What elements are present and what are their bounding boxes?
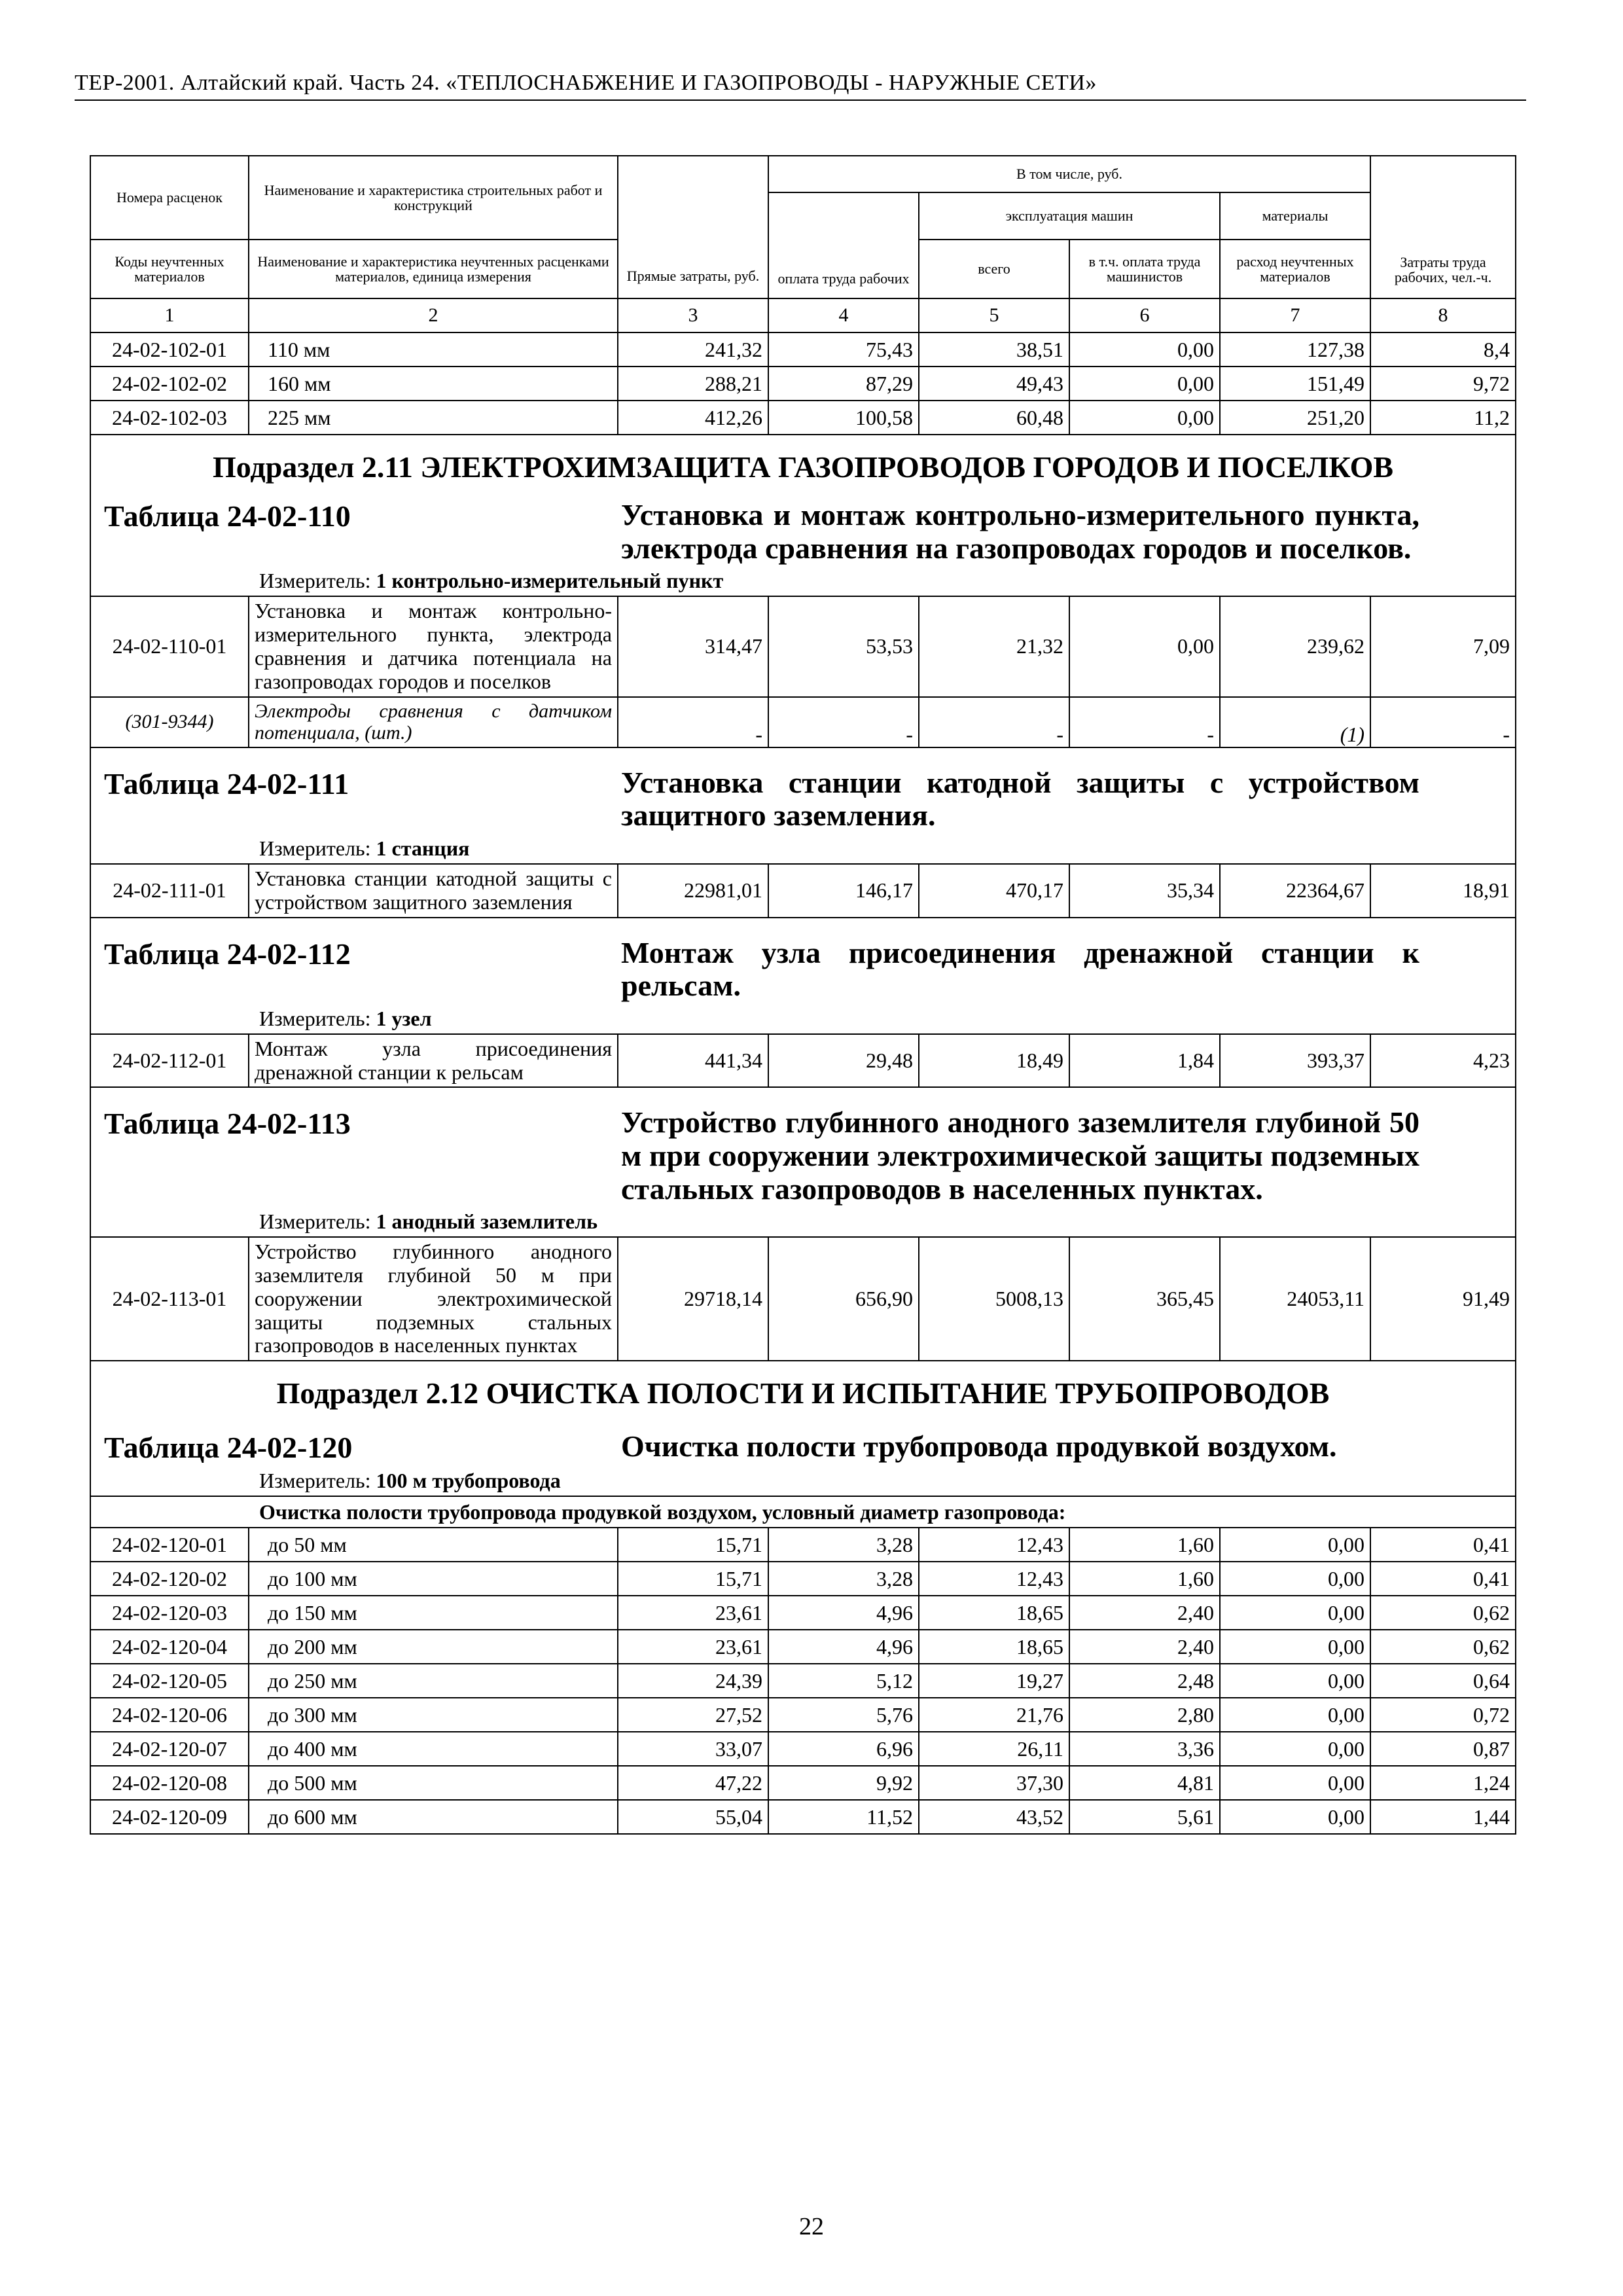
table-row bbox=[90, 864, 1516, 918]
table-113-caption bbox=[90, 1087, 1516, 1237]
cell-value: 22981,01 bbox=[618, 864, 768, 918]
cell-value: (1) bbox=[1220, 697, 1370, 747]
cell-value: 1,84 bbox=[1069, 1034, 1220, 1088]
col-work-name-header: Наименование и характеристика строительных работ и конструкций bbox=[249, 156, 618, 240]
cell-value: 365,45 bbox=[1069, 1237, 1220, 1361]
cell-value: 12,43 bbox=[919, 1528, 1069, 1562]
table-113-number: Таблица 24-02-113 bbox=[104, 1107, 351, 1141]
cell-value: 11,2 bbox=[1370, 401, 1516, 435]
table-row bbox=[90, 367, 1516, 401]
rate-code: 24-02-120-02 bbox=[90, 1562, 249, 1596]
top-rows bbox=[90, 332, 1516, 435]
column-numbers-row bbox=[90, 298, 1516, 332]
cell-value: 3,28 bbox=[768, 1528, 919, 1562]
cell-value: 29718,14 bbox=[618, 1237, 768, 1361]
cell-value: 0,00 bbox=[1220, 1596, 1370, 1630]
group-heading: Очистка полости трубопровода продувкой воздухом, условный диаметр газопровода: bbox=[90, 1496, 1516, 1528]
table-row bbox=[90, 1528, 1516, 1562]
table-row bbox=[90, 1732, 1516, 1766]
col-rate-number-header: Номера расценок bbox=[90, 156, 249, 240]
table-110-title: Установка и монтаж контрольно-измерительного пункта, электрода сравнения на газопроводах городов и поселков. bbox=[621, 498, 1419, 565]
cell-value: 656,90 bbox=[768, 1237, 919, 1361]
cell-value: 0,00 bbox=[1220, 1698, 1370, 1732]
cell-value: 0,00 bbox=[1069, 367, 1220, 401]
work-description: Установка станции катодной защиты с устройством защитного заземления bbox=[249, 864, 618, 918]
cell-value: 33,07 bbox=[618, 1732, 768, 1766]
cell-value: 441,34 bbox=[618, 1034, 768, 1088]
col-machines-total-header: всего bbox=[919, 240, 1069, 298]
cell-value: 11,52 bbox=[768, 1800, 919, 1834]
cell-value: 18,65 bbox=[919, 1630, 1069, 1664]
table-112-number: Таблица 24-02-112 bbox=[104, 937, 351, 971]
rate-code: 24-02-120-03 bbox=[90, 1596, 249, 1630]
cell-value: 5,12 bbox=[768, 1664, 919, 1698]
cell-value: 0,00 bbox=[1069, 401, 1220, 435]
material-code: (301-9344) bbox=[90, 697, 249, 747]
table-row bbox=[90, 1664, 1516, 1698]
cell-value: 91,49 bbox=[1370, 1237, 1516, 1361]
cell-value: 151,49 bbox=[1220, 367, 1370, 401]
table-120-meter: Измеритель: 100 м трубопровода bbox=[259, 1469, 561, 1493]
table-row bbox=[90, 1237, 1516, 1361]
cell-value: - bbox=[1370, 697, 1516, 747]
work-description: до 250 мм bbox=[249, 1664, 618, 1698]
rate-code: 24-02-102-02 bbox=[90, 367, 249, 401]
cell-value: - bbox=[919, 697, 1069, 747]
col-material-codes-header: Коды неучтенных материалов bbox=[90, 240, 249, 298]
cell-value: 0,62 bbox=[1370, 1596, 1516, 1630]
table-112-caption bbox=[90, 918, 1516, 1034]
cell-value: 0,87 bbox=[1370, 1732, 1516, 1766]
column-number: 7 bbox=[1220, 298, 1370, 332]
cell-value: 5,76 bbox=[768, 1698, 919, 1732]
materials-header: материалы bbox=[1220, 192, 1370, 240]
cell-value: 0,00 bbox=[1220, 1800, 1370, 1834]
work-description: 225 мм bbox=[249, 401, 618, 435]
work-description: 160 мм bbox=[249, 367, 618, 401]
cell-value: 470,17 bbox=[919, 864, 1069, 918]
cell-value: 3,36 bbox=[1069, 1732, 1220, 1766]
cell-value: 18,49 bbox=[919, 1034, 1069, 1088]
cell-value: 53,53 bbox=[768, 596, 919, 696]
cell-value: 21,76 bbox=[919, 1698, 1069, 1732]
work-description: до 300 мм bbox=[249, 1698, 618, 1732]
cell-value: 23,61 bbox=[618, 1596, 768, 1630]
rate-code: 24-02-120-05 bbox=[90, 1664, 249, 1698]
table-120-number: Таблица 24-02-120 bbox=[104, 1431, 353, 1465]
table-row bbox=[90, 1562, 1516, 1596]
table-111-meter: Измеритель: 1 станция bbox=[259, 836, 470, 860]
cell-value: 1,24 bbox=[1370, 1766, 1516, 1800]
work-description: до 200 мм bbox=[249, 1630, 618, 1664]
cell-value: 22364,67 bbox=[1220, 864, 1370, 918]
table-113-title: Устройство глубинного анодного заземлителя глубиной 50 м при сооружении электрохимической защиты подземных стальных газопроводов в населенных пунктах. bbox=[621, 1105, 1419, 1206]
cell-value: 38,51 bbox=[919, 332, 1069, 367]
table-113-meter: Измеритель: 1 анодный заземлитель bbox=[259, 1210, 597, 1234]
work-description: до 150 мм bbox=[249, 1596, 618, 1630]
cell-value: 100,58 bbox=[768, 401, 919, 435]
cell-value: 24,39 bbox=[618, 1664, 768, 1698]
cell-value: 2,80 bbox=[1069, 1698, 1220, 1732]
work-description: Монтаж узла присоединения дренажной станции к рельсам bbox=[249, 1034, 618, 1088]
table-row bbox=[90, 1596, 1516, 1630]
rate-code: 24-02-120-06 bbox=[90, 1698, 249, 1732]
cell-value: 0,62 bbox=[1370, 1630, 1516, 1664]
cell-value: 9,92 bbox=[768, 1766, 919, 1800]
cell-value: 127,38 bbox=[1220, 332, 1370, 367]
table-111-title: Установка станции катодной защиты с устройством защитного заземления. bbox=[621, 765, 1419, 833]
included-header: В том числе, руб. bbox=[768, 156, 1370, 192]
cell-value: 0,72 bbox=[1370, 1698, 1516, 1732]
cell-value: 15,71 bbox=[618, 1562, 768, 1596]
cell-value: 5008,13 bbox=[919, 1237, 1069, 1361]
cell-value: 0,00 bbox=[1220, 1528, 1370, 1562]
table-120-title: Очистка полости трубопровода продувкой воздухом. bbox=[621, 1429, 1337, 1463]
table-112-meter: Измеритель: 1 узел bbox=[259, 1006, 432, 1030]
cell-value: 251,20 bbox=[1220, 401, 1370, 435]
cell-value: 1,60 bbox=[1069, 1562, 1220, 1596]
cell-value: 18,91 bbox=[1370, 864, 1516, 918]
cell-value: 2,48 bbox=[1069, 1664, 1220, 1698]
cell-value: 9,72 bbox=[1370, 367, 1516, 401]
cell-value: 1,60 bbox=[1069, 1528, 1220, 1562]
table-row bbox=[90, 596, 1516, 696]
material-description: Электроды сравнения с датчиком потенциала, (шт.) bbox=[249, 697, 618, 747]
rate-code: 24-02-102-03 bbox=[90, 401, 249, 435]
table-120-caption bbox=[90, 1361, 1516, 1496]
cell-value: 0,00 bbox=[1220, 1732, 1370, 1766]
page-header: ТЕР-2001. Алтайский край. Часть 24. «ТЕПЛОСНАБЖЕНИЕ И ГАЗОПРОВОДЫ - НАРУЖНЫЕ СЕТИ» bbox=[75, 71, 1526, 101]
cell-value: 18,65 bbox=[919, 1596, 1069, 1630]
table-row bbox=[90, 1800, 1516, 1834]
cell-value: 1,44 bbox=[1370, 1800, 1516, 1834]
cell-value: 43,52 bbox=[919, 1800, 1069, 1834]
material-row bbox=[90, 697, 1516, 747]
column-number: 5 bbox=[919, 298, 1069, 332]
cell-value: 146,17 bbox=[768, 864, 919, 918]
work-description: Установка и монтаж контрольно-измерительного пункта, электрода сравнения и датчика потенциала на газопроводах городов и поселков bbox=[249, 596, 618, 696]
cell-value: 0,41 bbox=[1370, 1528, 1516, 1562]
col-direct-costs-header: Прямые затраты, руб. bbox=[618, 156, 768, 298]
rate-code: 24-02-120-01 bbox=[90, 1528, 249, 1562]
cell-value: 27,52 bbox=[618, 1698, 768, 1732]
table-111-number: Таблица 24-02-111 bbox=[104, 766, 349, 800]
cell-value: - bbox=[768, 697, 919, 747]
rate-code: 24-02-120-07 bbox=[90, 1732, 249, 1766]
cell-value: 0,00 bbox=[1069, 332, 1220, 367]
column-number: 6 bbox=[1069, 298, 1220, 332]
cell-value: 4,96 bbox=[768, 1596, 919, 1630]
cell-value: 37,30 bbox=[919, 1766, 1069, 1800]
column-number: 8 bbox=[1370, 298, 1516, 332]
table-row bbox=[90, 1034, 1516, 1088]
cell-value: 0,00 bbox=[1069, 596, 1220, 696]
column-number: 1 bbox=[90, 298, 249, 332]
cell-value: 87,29 bbox=[768, 367, 919, 401]
rate-code: 24-02-120-08 bbox=[90, 1766, 249, 1800]
cell-value: 314,47 bbox=[618, 596, 768, 696]
rate-code: 24-02-120-09 bbox=[90, 1800, 249, 1834]
work-description: до 50 мм bbox=[249, 1528, 618, 1562]
work-description: до 500 мм bbox=[249, 1766, 618, 1800]
machines-header: эксплуатация машин bbox=[919, 192, 1220, 240]
column-number: 4 bbox=[768, 298, 919, 332]
cell-value: 239,62 bbox=[1220, 596, 1370, 696]
cell-value: 60,48 bbox=[919, 401, 1069, 435]
work-description: до 600 мм bbox=[249, 1800, 618, 1834]
col-material-name-header: Наименование и характеристика неучтенных расценками материалов, единица измерения bbox=[249, 240, 618, 298]
cell-value: 0,00 bbox=[1220, 1630, 1370, 1664]
table-110-meter: Измеритель: 1 контрольно-измерительный пункт bbox=[259, 569, 724, 593]
cell-value: 241,32 bbox=[618, 332, 768, 367]
rate-code: 24-02-112-01 bbox=[90, 1034, 249, 1088]
column-number: 2 bbox=[249, 298, 618, 332]
work-description: Устройство глубинного анодного заземлителя глубиной 50 м при сооружении электрохимической защиты подземных стальных газопроводов в населенных пунктах bbox=[249, 1237, 618, 1361]
cell-value: 393,37 bbox=[1220, 1034, 1370, 1088]
cell-value: - bbox=[1069, 697, 1220, 747]
cell-value: 2,40 bbox=[1069, 1596, 1220, 1630]
cell-value: 288,21 bbox=[618, 367, 768, 401]
subsection-2-11-title: Подраздел 2.11 ЭЛЕКТРОХИМЗАЩИТА ГАЗОПРОВОДОВ ГОРОДОВ И ПОСЕЛКОВ bbox=[212, 450, 1394, 484]
cell-value: 0,64 bbox=[1370, 1664, 1516, 1698]
cell-value: 21,32 bbox=[919, 596, 1069, 696]
cell-value: 4,96 bbox=[768, 1630, 919, 1664]
cell-value: 4,81 bbox=[1069, 1766, 1220, 1800]
table-row bbox=[90, 1630, 1516, 1664]
cell-value: 23,61 bbox=[618, 1630, 768, 1664]
cell-value: 26,11 bbox=[919, 1732, 1069, 1766]
cell-value: 6,96 bbox=[768, 1732, 919, 1766]
work-description: 110 мм bbox=[249, 332, 618, 367]
cell-value: 35,34 bbox=[1069, 864, 1220, 918]
table-120-rows bbox=[90, 1528, 1516, 1834]
cell-value: 55,04 bbox=[618, 1800, 768, 1834]
cell-value: 0,00 bbox=[1220, 1766, 1370, 1800]
rate-code: 24-02-120-04 bbox=[90, 1630, 249, 1664]
table-110-number: Таблица 24-02-110 bbox=[104, 499, 351, 533]
column-number: 3 bbox=[618, 298, 768, 332]
cell-value: 7,09 bbox=[1370, 596, 1516, 696]
cell-value: 75,43 bbox=[768, 332, 919, 367]
table-row bbox=[90, 1698, 1516, 1732]
table-row bbox=[90, 1766, 1516, 1800]
cell-value: 0,00 bbox=[1220, 1664, 1370, 1698]
col-material-usage-header: расход неучтенных материалов bbox=[1220, 240, 1370, 298]
cell-value: 12,43 bbox=[919, 1562, 1069, 1596]
cell-value: - bbox=[618, 697, 768, 747]
rate-code: 24-02-110-01 bbox=[90, 596, 249, 696]
cell-value: 3,28 bbox=[768, 1562, 919, 1596]
table-112-title: Монтаж узла присоединения дренажной станции к рельсам. bbox=[621, 935, 1419, 1003]
table-row bbox=[90, 401, 1516, 435]
cell-value: 8,4 bbox=[1370, 332, 1516, 367]
rates-table bbox=[90, 155, 1516, 1835]
work-description: до 100 мм bbox=[249, 1562, 618, 1596]
cell-value: 0,41 bbox=[1370, 1562, 1516, 1596]
rate-code: 24-02-113-01 bbox=[90, 1237, 249, 1361]
cell-value: 0,00 bbox=[1220, 1562, 1370, 1596]
work-description: до 400 мм bbox=[249, 1732, 618, 1766]
rate-code: 24-02-102-01 bbox=[90, 332, 249, 367]
cell-value: 19,27 bbox=[919, 1664, 1069, 1698]
rate-code: 24-02-111-01 bbox=[90, 864, 249, 918]
cell-value: 29,48 bbox=[768, 1034, 919, 1088]
cell-value: 47,22 bbox=[618, 1766, 768, 1800]
col-machinist-wages-header: в т.ч. оплата труда машинистов bbox=[1069, 240, 1220, 298]
table-110-caption bbox=[90, 435, 1516, 596]
col-wages-header: оплата труда рабочих bbox=[768, 192, 919, 298]
table-row bbox=[90, 332, 1516, 367]
cell-value: 2,40 bbox=[1069, 1630, 1220, 1664]
table-111-caption bbox=[90, 747, 1516, 864]
cell-value: 5,61 bbox=[1069, 1800, 1220, 1834]
cell-value: 49,43 bbox=[919, 367, 1069, 401]
cell-value: 4,23 bbox=[1370, 1034, 1516, 1088]
cell-value: 15,71 bbox=[618, 1528, 768, 1562]
subsection-2-12-title: Подраздел 2.12 ОЧИСТКА ПОЛОСТИ И ИСПЫТАНИЕ ТРУБОПРОВОДОВ bbox=[276, 1376, 1330, 1410]
col-labor-hours-header: Затраты труда рабочих, чел.-ч. bbox=[1370, 156, 1516, 298]
cell-value: 412,26 bbox=[618, 401, 768, 435]
page-number: 22 bbox=[799, 2213, 824, 2240]
cell-value: 24053,11 bbox=[1220, 1237, 1370, 1361]
